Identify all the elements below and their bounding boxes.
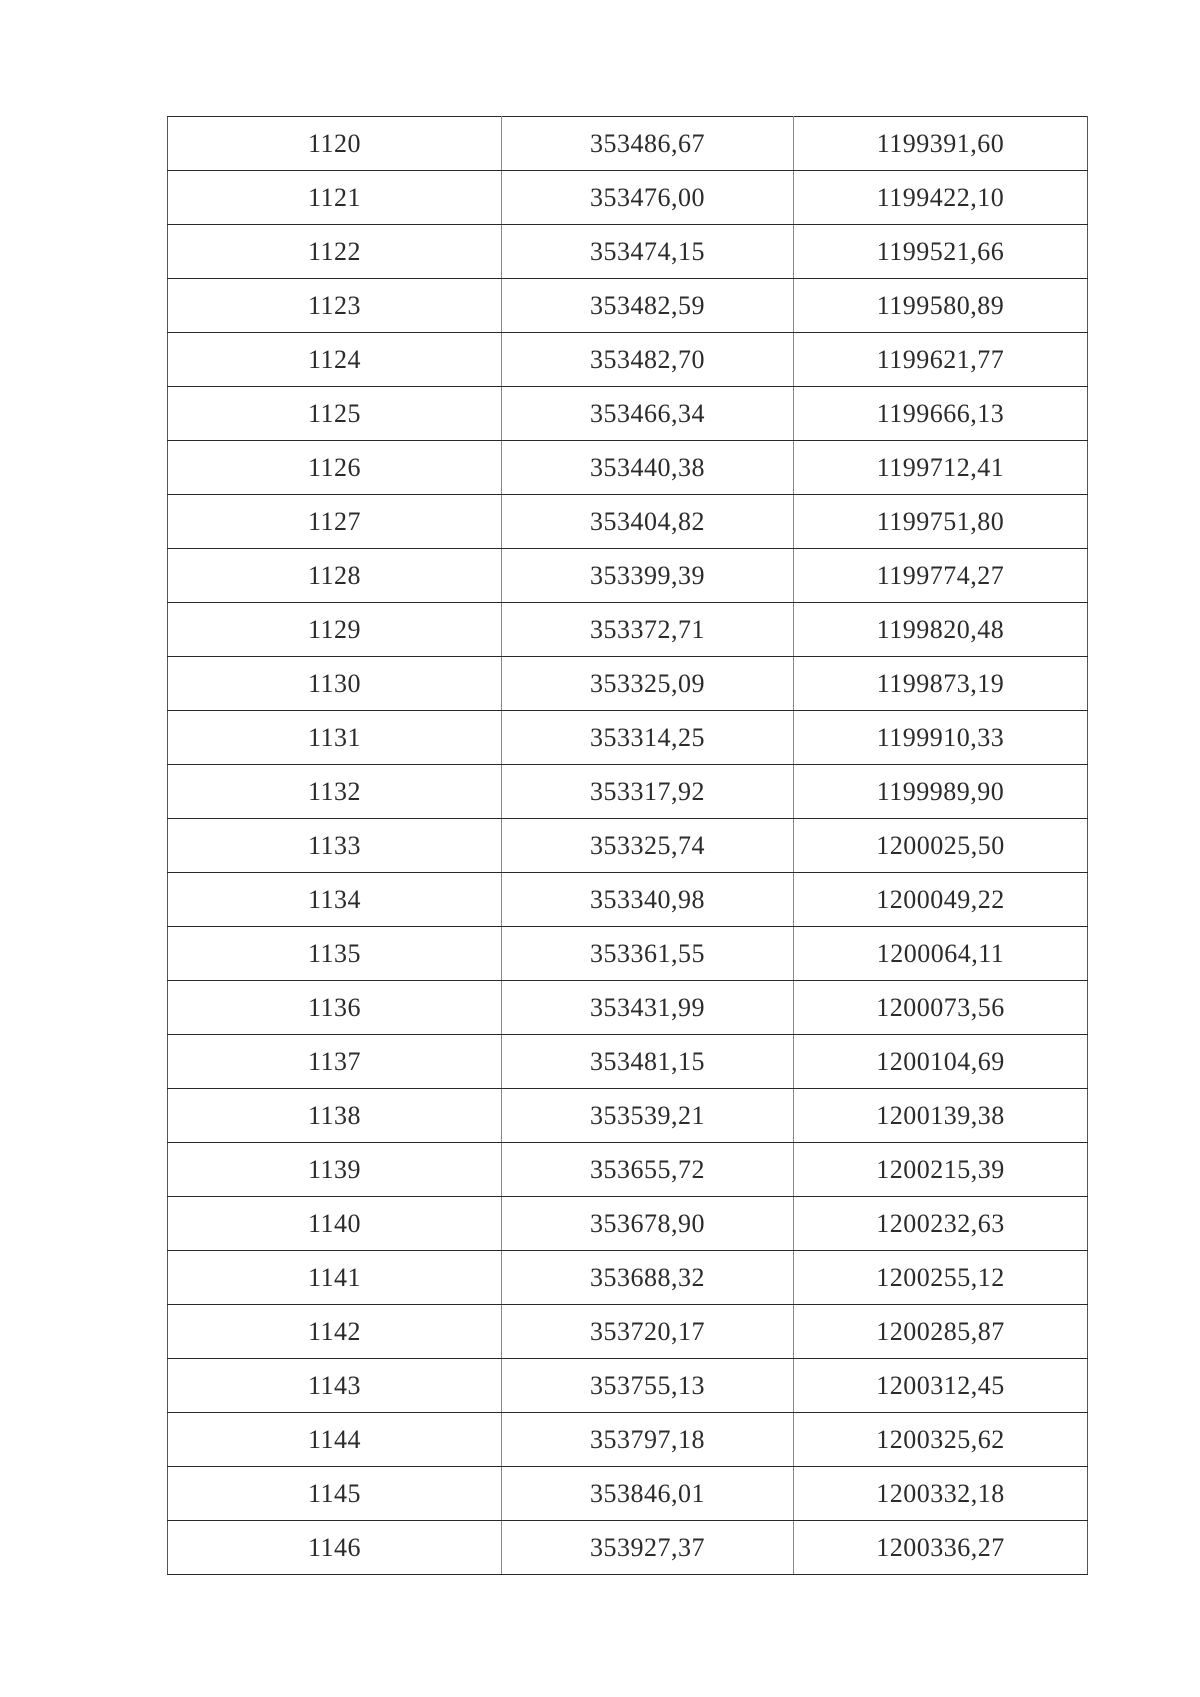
point-number-cell: 1125 — [168, 387, 502, 441]
table-row — [168, 1413, 1088, 1467]
point-number-cell: 1123 — [168, 279, 502, 333]
y-coordinate-cell: 1199391,60 — [794, 117, 1088, 171]
x-coordinate-cell: 353404,82 — [502, 495, 794, 549]
table-row — [168, 1467, 1088, 1521]
y-coordinate-cell: 1199422,10 — [794, 171, 1088, 225]
y-coordinate-cell: 1200215,39 — [794, 1143, 1088, 1197]
table-row — [168, 333, 1088, 387]
y-coordinate-cell: 1200325,62 — [794, 1413, 1088, 1467]
table-row — [168, 1035, 1088, 1089]
x-coordinate-cell: 353440,38 — [502, 441, 794, 495]
x-coordinate-cell: 353486,67 — [502, 117, 794, 171]
point-number-cell: 1130 — [168, 657, 502, 711]
x-coordinate-cell: 353476,00 — [502, 171, 794, 225]
x-coordinate-cell: 353482,70 — [502, 333, 794, 387]
point-number-cell: 1129 — [168, 603, 502, 657]
point-number-cell: 1131 — [168, 711, 502, 765]
x-coordinate-cell: 353927,37 — [502, 1521, 794, 1575]
point-number-cell: 1138 — [168, 1089, 502, 1143]
y-coordinate-cell: 1200255,12 — [794, 1251, 1088, 1305]
y-coordinate-cell: 1200064,11 — [794, 927, 1088, 981]
table-row — [168, 873, 1088, 927]
point-number-cell: 1143 — [168, 1359, 502, 1413]
point-number-cell: 1137 — [168, 1035, 502, 1089]
point-number-cell: 1120 — [168, 117, 502, 171]
table-row — [168, 1305, 1088, 1359]
point-number-cell: 1144 — [168, 1413, 502, 1467]
table-row — [168, 765, 1088, 819]
coordinates-table — [167, 116, 1088, 1575]
table-row — [168, 1251, 1088, 1305]
point-number-cell: 1126 — [168, 441, 502, 495]
table-row — [168, 441, 1088, 495]
point-number-cell: 1145 — [168, 1467, 502, 1521]
x-coordinate-cell: 353340,98 — [502, 873, 794, 927]
table-row — [168, 225, 1088, 279]
y-coordinate-cell: 1199774,27 — [794, 549, 1088, 603]
x-coordinate-cell: 353317,92 — [502, 765, 794, 819]
point-number-cell: 1122 — [168, 225, 502, 279]
table-row — [168, 1143, 1088, 1197]
y-coordinate-cell: 1199521,66 — [794, 225, 1088, 279]
point-number-cell: 1134 — [168, 873, 502, 927]
point-number-cell: 1141 — [168, 1251, 502, 1305]
point-number-cell: 1121 — [168, 171, 502, 225]
point-number-cell: 1132 — [168, 765, 502, 819]
table-row — [168, 117, 1088, 171]
table-row — [168, 819, 1088, 873]
x-coordinate-cell: 353846,01 — [502, 1467, 794, 1521]
point-number-cell: 1135 — [168, 927, 502, 981]
y-coordinate-cell: 1200232,63 — [794, 1197, 1088, 1251]
y-coordinate-cell: 1200049,22 — [794, 873, 1088, 927]
x-coordinate-cell: 353325,74 — [502, 819, 794, 873]
point-number-cell: 1146 — [168, 1521, 502, 1575]
y-coordinate-cell: 1199621,77 — [794, 333, 1088, 387]
table-row — [168, 981, 1088, 1035]
point-number-cell: 1127 — [168, 495, 502, 549]
x-coordinate-cell: 353361,55 — [502, 927, 794, 981]
x-coordinate-cell: 353678,90 — [502, 1197, 794, 1251]
x-coordinate-cell: 353482,59 — [502, 279, 794, 333]
point-number-cell: 1124 — [168, 333, 502, 387]
y-coordinate-cell: 1200336,27 — [794, 1521, 1088, 1575]
y-coordinate-cell: 1199751,80 — [794, 495, 1088, 549]
table-row — [168, 387, 1088, 441]
point-number-cell: 1128 — [168, 549, 502, 603]
table-row — [168, 603, 1088, 657]
y-coordinate-cell: 1200285,87 — [794, 1305, 1088, 1359]
coordinates-table-body — [168, 117, 1088, 1575]
x-coordinate-cell: 353399,39 — [502, 549, 794, 603]
y-coordinate-cell: 1200025,50 — [794, 819, 1088, 873]
x-coordinate-cell: 353325,09 — [502, 657, 794, 711]
x-coordinate-cell: 353688,32 — [502, 1251, 794, 1305]
table-row — [168, 1089, 1088, 1143]
x-coordinate-cell: 353481,15 — [502, 1035, 794, 1089]
y-coordinate-cell: 1199873,19 — [794, 657, 1088, 711]
point-number-cell: 1133 — [168, 819, 502, 873]
x-coordinate-cell: 353372,71 — [502, 603, 794, 657]
x-coordinate-cell: 353797,18 — [502, 1413, 794, 1467]
y-coordinate-cell: 1200104,69 — [794, 1035, 1088, 1089]
table-row — [168, 279, 1088, 333]
x-coordinate-cell: 353539,21 — [502, 1089, 794, 1143]
point-number-cell: 1139 — [168, 1143, 502, 1197]
y-coordinate-cell: 1200332,18 — [794, 1467, 1088, 1521]
table-row — [168, 711, 1088, 765]
x-coordinate-cell: 353431,99 — [502, 981, 794, 1035]
point-number-cell: 1142 — [168, 1305, 502, 1359]
x-coordinate-cell: 353755,13 — [502, 1359, 794, 1413]
x-coordinate-cell: 353720,17 — [502, 1305, 794, 1359]
x-coordinate-cell: 353314,25 — [502, 711, 794, 765]
y-coordinate-cell: 1200139,38 — [794, 1089, 1088, 1143]
y-coordinate-cell: 1199820,48 — [794, 603, 1088, 657]
table-row — [168, 657, 1088, 711]
x-coordinate-cell: 353466,34 — [502, 387, 794, 441]
table-row — [168, 1197, 1088, 1251]
table-row — [168, 495, 1088, 549]
table-row — [168, 171, 1088, 225]
y-coordinate-cell: 1199712,41 — [794, 441, 1088, 495]
table-row — [168, 1521, 1088, 1575]
point-number-cell: 1136 — [168, 981, 502, 1035]
x-coordinate-cell: 353655,72 — [502, 1143, 794, 1197]
y-coordinate-cell: 1199910,33 — [794, 711, 1088, 765]
y-coordinate-cell: 1199989,90 — [794, 765, 1088, 819]
table-row — [168, 549, 1088, 603]
y-coordinate-cell: 1200073,56 — [794, 981, 1088, 1035]
table-row — [168, 1359, 1088, 1413]
y-coordinate-cell: 1200312,45 — [794, 1359, 1088, 1413]
y-coordinate-cell: 1199666,13 — [794, 387, 1088, 441]
y-coordinate-cell: 1199580,89 — [794, 279, 1088, 333]
point-number-cell: 1140 — [168, 1197, 502, 1251]
table-row — [168, 927, 1088, 981]
x-coordinate-cell: 353474,15 — [502, 225, 794, 279]
